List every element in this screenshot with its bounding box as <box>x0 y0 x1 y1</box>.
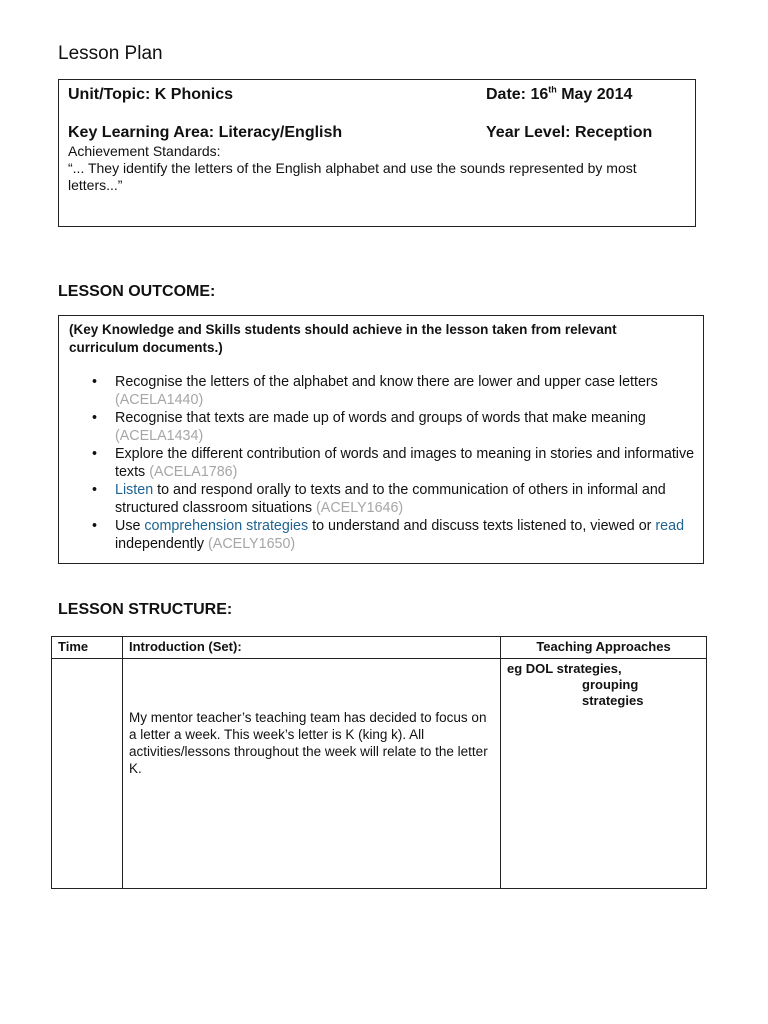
achievement-label: Achievement Standards: <box>68 143 221 159</box>
time-cell <box>52 659 123 889</box>
list-item <box>115 445 725 481</box>
read-link[interactable]: read <box>655 518 685 534</box>
item-text: Recognise the letters of the alphabet and know there are lower and upper case letters <box>115 374 658 390</box>
item-text: Explore the different contribution of words and images to meaning in stories and informative texts <box>115 446 695 480</box>
item-text: to understand and discuss texts listened to, viewed or <box>308 518 656 534</box>
list-item <box>115 373 725 409</box>
item-text: Recognise that texts are made up of words and groups of words that make meaning <box>115 410 646 426</box>
curriculum-code: (ACELA1786) <box>149 464 238 480</box>
curriculum-code: (ACELA1434) <box>115 428 204 444</box>
structure-heading: LESSON STRUCTURE: <box>58 601 233 618</box>
approach-cell <box>501 659 707 889</box>
achievement-text: “... They identify the letters of the English alphabet and use the sounds represented by most letters...” <box>68 160 637 193</box>
item-text: Use <box>115 518 145 534</box>
lesson-structure-table <box>51 636 707 889</box>
item-text: to and respond orally to texts and to the communication of others in informal and structured classroom situations <box>115 482 666 516</box>
table-row <box>52 659 707 889</box>
unit-topic: Unit/Topic: K Phonics <box>68 86 234 103</box>
intro-cell <box>123 659 501 889</box>
year-level: Year Level: Reception <box>486 124 653 141</box>
approach-line: eg DOL strategies, <box>507 661 622 676</box>
col-time-header: Time <box>52 637 123 659</box>
curriculum-code: (ACELY1646) <box>316 500 404 516</box>
lesson-date <box>486 86 632 104</box>
comprehension-strategies-link[interactable]: comprehension strategies <box>144 518 309 534</box>
approach-line: grouping <box>582 677 639 692</box>
date-suffix: May 2014 <box>556 86 633 103</box>
listen-link[interactable]: Listen <box>115 482 154 498</box>
approach-line: strategies <box>582 693 644 708</box>
key-learning-area: Key Learning Area: Literacy/English <box>68 124 343 141</box>
outcome-list <box>69 373 725 553</box>
intro-text: My mentor teacher’s teaching team has decided to focus on a letter a week. This week’s letter is K (king k). All activities/lessons throughout the week will relate to the letter K. <box>129 710 488 776</box>
date-prefix: Date: 16 <box>486 86 549 103</box>
page-title: Lesson Plan <box>58 43 163 64</box>
outcome-box <box>58 315 704 564</box>
outcome-intro: (Key Knowledge and Skills students should achieve in the lesson taken from relevant curriculum documents.) <box>69 322 617 355</box>
list-item <box>115 517 725 553</box>
list-item <box>115 409 725 445</box>
col-intro-header: Introduction (Set): <box>123 637 501 659</box>
list-item <box>115 481 725 517</box>
table-header-row <box>52 637 707 659</box>
outcome-heading: LESSON OUTCOME: <box>58 283 216 300</box>
col-approach-header: Teaching Approaches <box>501 637 707 659</box>
curriculum-code: (ACELY1650) <box>208 536 296 552</box>
curriculum-code: (ACELA1440) <box>115 392 204 408</box>
item-text: independently <box>115 536 205 552</box>
date-sup: th <box>548 84 557 95</box>
header-box <box>58 79 696 227</box>
